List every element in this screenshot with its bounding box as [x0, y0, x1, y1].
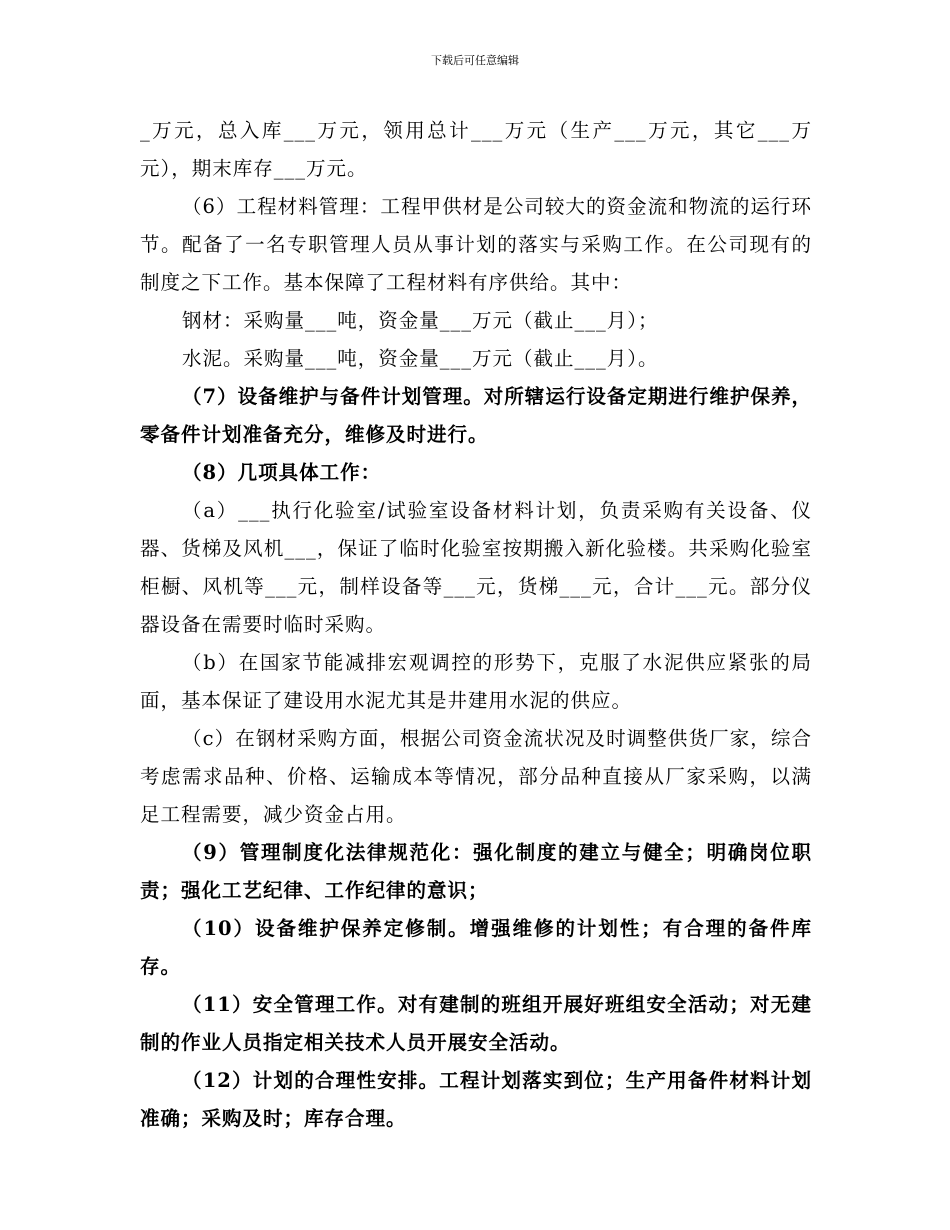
- paragraph-inventory-summary: _万元，总入库___万元，领用总计___万元（生产___万元，其它___万元），期末库存___万元。: [140, 119, 812, 180]
- paragraph-task-b: （b）在国家节能减排宏观调控的形势下，克服了水泥供应紧张的局面，基本保证了建设用水泥尤其是井建用水泥的供应。: [140, 651, 812, 712]
- paragraph-task-a: （a）___执行化验室/试验室设备材料计划，负责采购有关设备、仪器、货梯及风机___，保证了临时化验室按期搬入新化验楼。共采购化验室柜橱、风机等___元，制样设备等___元，货梯___元，合计___元。部分仪器设备在需要时临时采购。: [140, 499, 812, 636]
- paragraph-maintenance-schedule: （10）设备维护保养定修制。增强维修的计划性；有合理的备件库存。: [140, 917, 812, 978]
- page-header: 下载后可任意编辑: [431, 54, 519, 67]
- paragraph-task-c: （c）在钢材采购方面，根据公司资金流状况及时调整供货厂家，综合考虑需求品种、价格、运输成本等情况，部分品种直接从厂家采购，以满足工程需要，减少资金占用。: [140, 727, 812, 826]
- paragraph-management-rules: （9）管理制度化法律规范化：强化制度的建立与健全；明确岗位职责；强化工艺纪律、工作纪律的意识；: [140, 841, 812, 902]
- paragraph-equipment-maintenance: （7）设备维护与备件计划管理。对所辖运行设备定期进行维护保养，零备件计划准备充分，维修及时进行。: [140, 385, 812, 446]
- paragraph-planning: （12）计划的合理性安排。工程计划落实到位；生产用备件材料计划准确；采购及时；库存合理。: [140, 1069, 812, 1130]
- paragraph-engineering-materials: （6）工程材料管理：工程甲供材是公司较大的资金流和物流的运行环节。配备了一名专职管理人员从事计划的落实与采购工作。在公司现有的制度之下工作。基本保障了工程材料有序供给。其中：: [140, 195, 812, 294]
- document-body: [140, 112, 812, 1138]
- paragraph-safety-management: （11）安全管理工作。对有建制的班组开展好班组安全活动；对无建制的作业人员指定相关技术人员开展安全活动。: [140, 993, 812, 1054]
- paragraph-steel: 钢材：采购量___吨，资金量___万元（截止___月）；: [182, 309, 659, 332]
- paragraph-cement: 水泥。采购量___吨，资金量___万元（截止___月）。: [182, 347, 659, 370]
- paragraph-specific-tasks-heading: （8）几项具体工作：: [182, 461, 382, 484]
